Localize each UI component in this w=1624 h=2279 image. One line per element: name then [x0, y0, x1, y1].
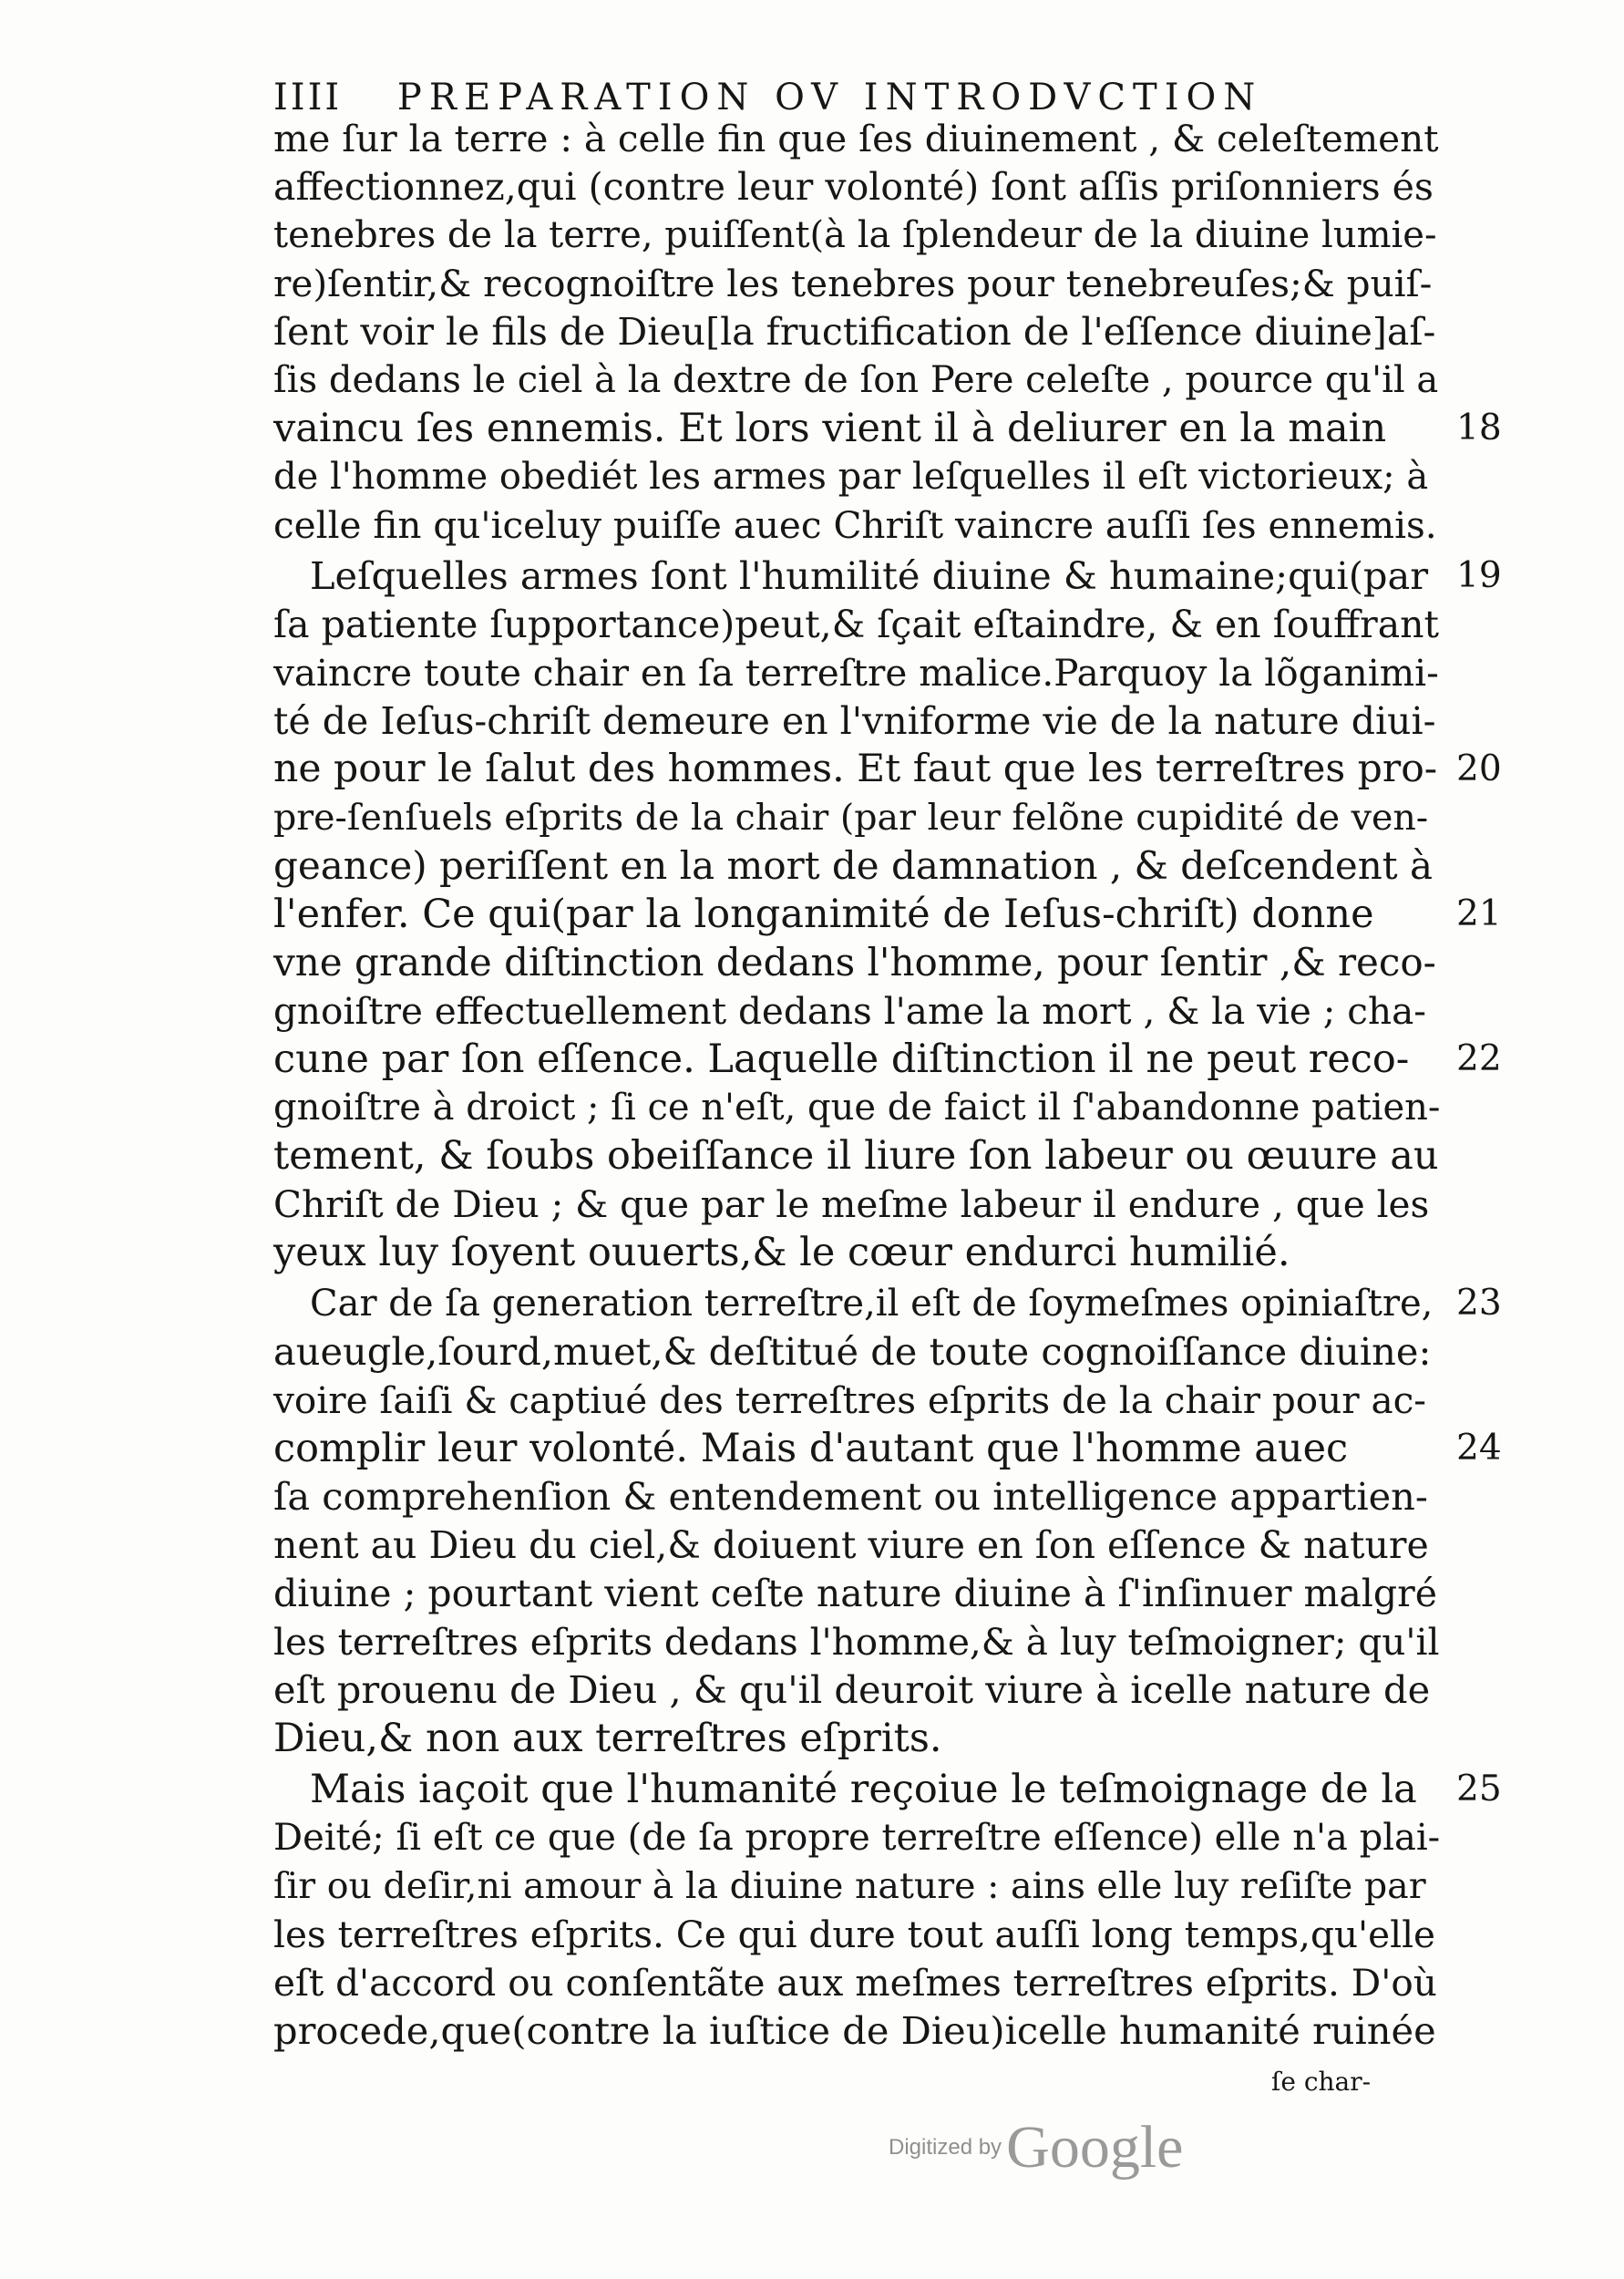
text-line: ſis dedans le ciel à la dextre de ſon Pere celeſte , pource qu'il a: [273, 359, 1439, 401]
text-line: tement, & ſoubs obeiſſance il liure ſon labeur ou œuure au: [273, 1133, 1439, 1179]
verse-number: 23: [1456, 1283, 1502, 1324]
text-line: ſa patiente ſupportance)peut,& ſçait eſtaindre, & en ſouffrant: [273, 603, 1440, 646]
text-line: les terreſtres eſprits dedans l'homme,& à luy teſmoigner; qu'il: [273, 1620, 1440, 1664]
text-line: voire ſaiſi & captiué des terreſtres eſprits de la chair pour ac-: [273, 1378, 1426, 1422]
text-line: complir leur volonté. Mais d'autant que l'homme auec: [273, 1426, 1349, 1471]
text-line: Chriſt de Dieu ; & que par le meſme labeur il endure , que les: [273, 1182, 1430, 1226]
text-line: me ſur la terre : à celle fin que ſes diuinement , & celeſtement: [273, 117, 1439, 160]
text-line: ne pour le ſalut des hommes. Et faut que les terreſtres pro-: [273, 747, 1438, 791]
text-line: eſt d'accord ou conſentãte aux meſmes terreſtres eſprits. D'où: [273, 1961, 1437, 2005]
text-line: geance) periſſent en la mort de damnation , & deſcendent à: [273, 843, 1434, 888]
page-number: IIII: [273, 77, 343, 119]
text-line: gnoiſtre à droict ; ſi ce n'eſt, que de faict il ſ'abandonne patien-: [273, 1087, 1441, 1129]
text-line: gnoiſtre effectuellement dedans l'ame la mort , & la vie ; cha-: [273, 989, 1426, 1033]
text-line: Car de ſa generation terreſtre,il eſt de ſoymeſmes opiniaſtre,: [310, 1283, 1434, 1325]
text-line: té de Ieſus-chriſt demeure en l'vniforme vie de la nature diui-: [273, 699, 1436, 743]
text-line: vne grande diſtinction dedans l'homme, pour ſentir ,& reco-: [273, 940, 1436, 985]
text-line: vaincu ſes ennemis. Et lors vient il à deliurer en la main: [273, 406, 1387, 451]
text-line: Dieu,& non aux terreſtres eſprits.: [273, 1716, 942, 1761]
verse-number: 21: [1456, 893, 1502, 934]
verse-number: 24: [1456, 1428, 1502, 1469]
running-header: [273, 77, 1403, 119]
text-line: affectionnez,qui (contre leur volonté) ſont aſſis priſonniers és: [273, 165, 1434, 209]
verse-number: 22: [1456, 1038, 1502, 1079]
verse-number: 20: [1456, 748, 1502, 789]
text-line: celle fin qu'iceluy puiſſe auec Chriſt vaincre auſſi ſes ennemis.: [273, 503, 1437, 547]
text-line: Leſquelles armes ſont l'humilité diuine & humaine;qui(par: [310, 553, 1429, 598]
text-line: yeux luy ſoyent ouuerts,& le cœur endurci humilié.: [273, 1230, 1290, 1275]
text-line: Mais iaçoit que l'humanité reçoiue le teſmoignage de la: [310, 1767, 1417, 1812]
catchword: ſe char-: [1271, 2067, 1372, 2097]
text-line: de l'homme obediét les armes par leſquelles il eſt victorieux; à: [273, 456, 1429, 498]
verse-number: 19: [1456, 555, 1502, 596]
text-line: procede,que(contre la iuſtice de Dieu)icelle humanité ruinée: [273, 2008, 1436, 2053]
text-line: tenebres de la terre, puiſſent(à la ſplendeur de la diuine lumie-: [273, 214, 1437, 256]
text-line: les terreſtres eſprits. Ce qui dure tout auſſi long temps,qu'elle: [273, 1913, 1435, 1956]
text-line: l'enfer. Ce qui(par la longanimité de Ieſus-chriſt) donne: [273, 892, 1374, 937]
verse-number: 18: [1456, 407, 1502, 449]
text-line: ſir ou deſir,ni amour à la diuine nature : ains elle luy reſiſte par: [273, 1865, 1426, 1907]
running-title: PREPARATION OV INTRODVCTION: [396, 77, 1263, 119]
text-line: ſent voir le fils de Dieu[la fructification de l'eſſence diuine]aſ-: [273, 310, 1436, 354]
text-line: eſt prouenu de Dieu , & qu'il deuroit viure à icelle nature de: [273, 1667, 1431, 1712]
text-line: re)ſentir,& recognoiſtre les tenebres pour tenebreuſes;& puiſ-: [273, 262, 1433, 305]
digitized-by-text: Digitized by: [889, 2135, 1002, 2160]
text-line: Deité; ſi eſt ce que (de ſa propre terreſtre eſſence) elle n'a plai-: [273, 1817, 1441, 1859]
text-line: pre-ſenſuels eſprits de la chair (par leur felõne cupidité de ven-: [273, 797, 1429, 839]
text-line: vaincre toute chair en ſa terreſtre malice.Parquoy la lõganimi-: [273, 651, 1439, 695]
text-line: nent au Dieu du ciel,& doiuent viure en ſon eſſence & nature: [273, 1523, 1429, 1567]
text-line: diuine ; pourtant vient ceſte nature diuine à ſ'inſinuer malgré: [273, 1572, 1438, 1615]
text-line: cune par ſon eſſence. Laquelle diſtinction il ne peut reco-: [273, 1036, 1410, 1082]
digitized-by-google-mark: [889, 2113, 1183, 2182]
verse-number: 25: [1456, 1769, 1502, 1810]
text-line: aueugle,ſourd,muet,& deſtitué de toute cognoiſſance diuine:: [273, 1329, 1432, 1374]
text-line: ſa comprehenſion & entendement ou intelligence appartien-: [273, 1474, 1428, 1519]
google-logo: Google: [1006, 2114, 1184, 2181]
